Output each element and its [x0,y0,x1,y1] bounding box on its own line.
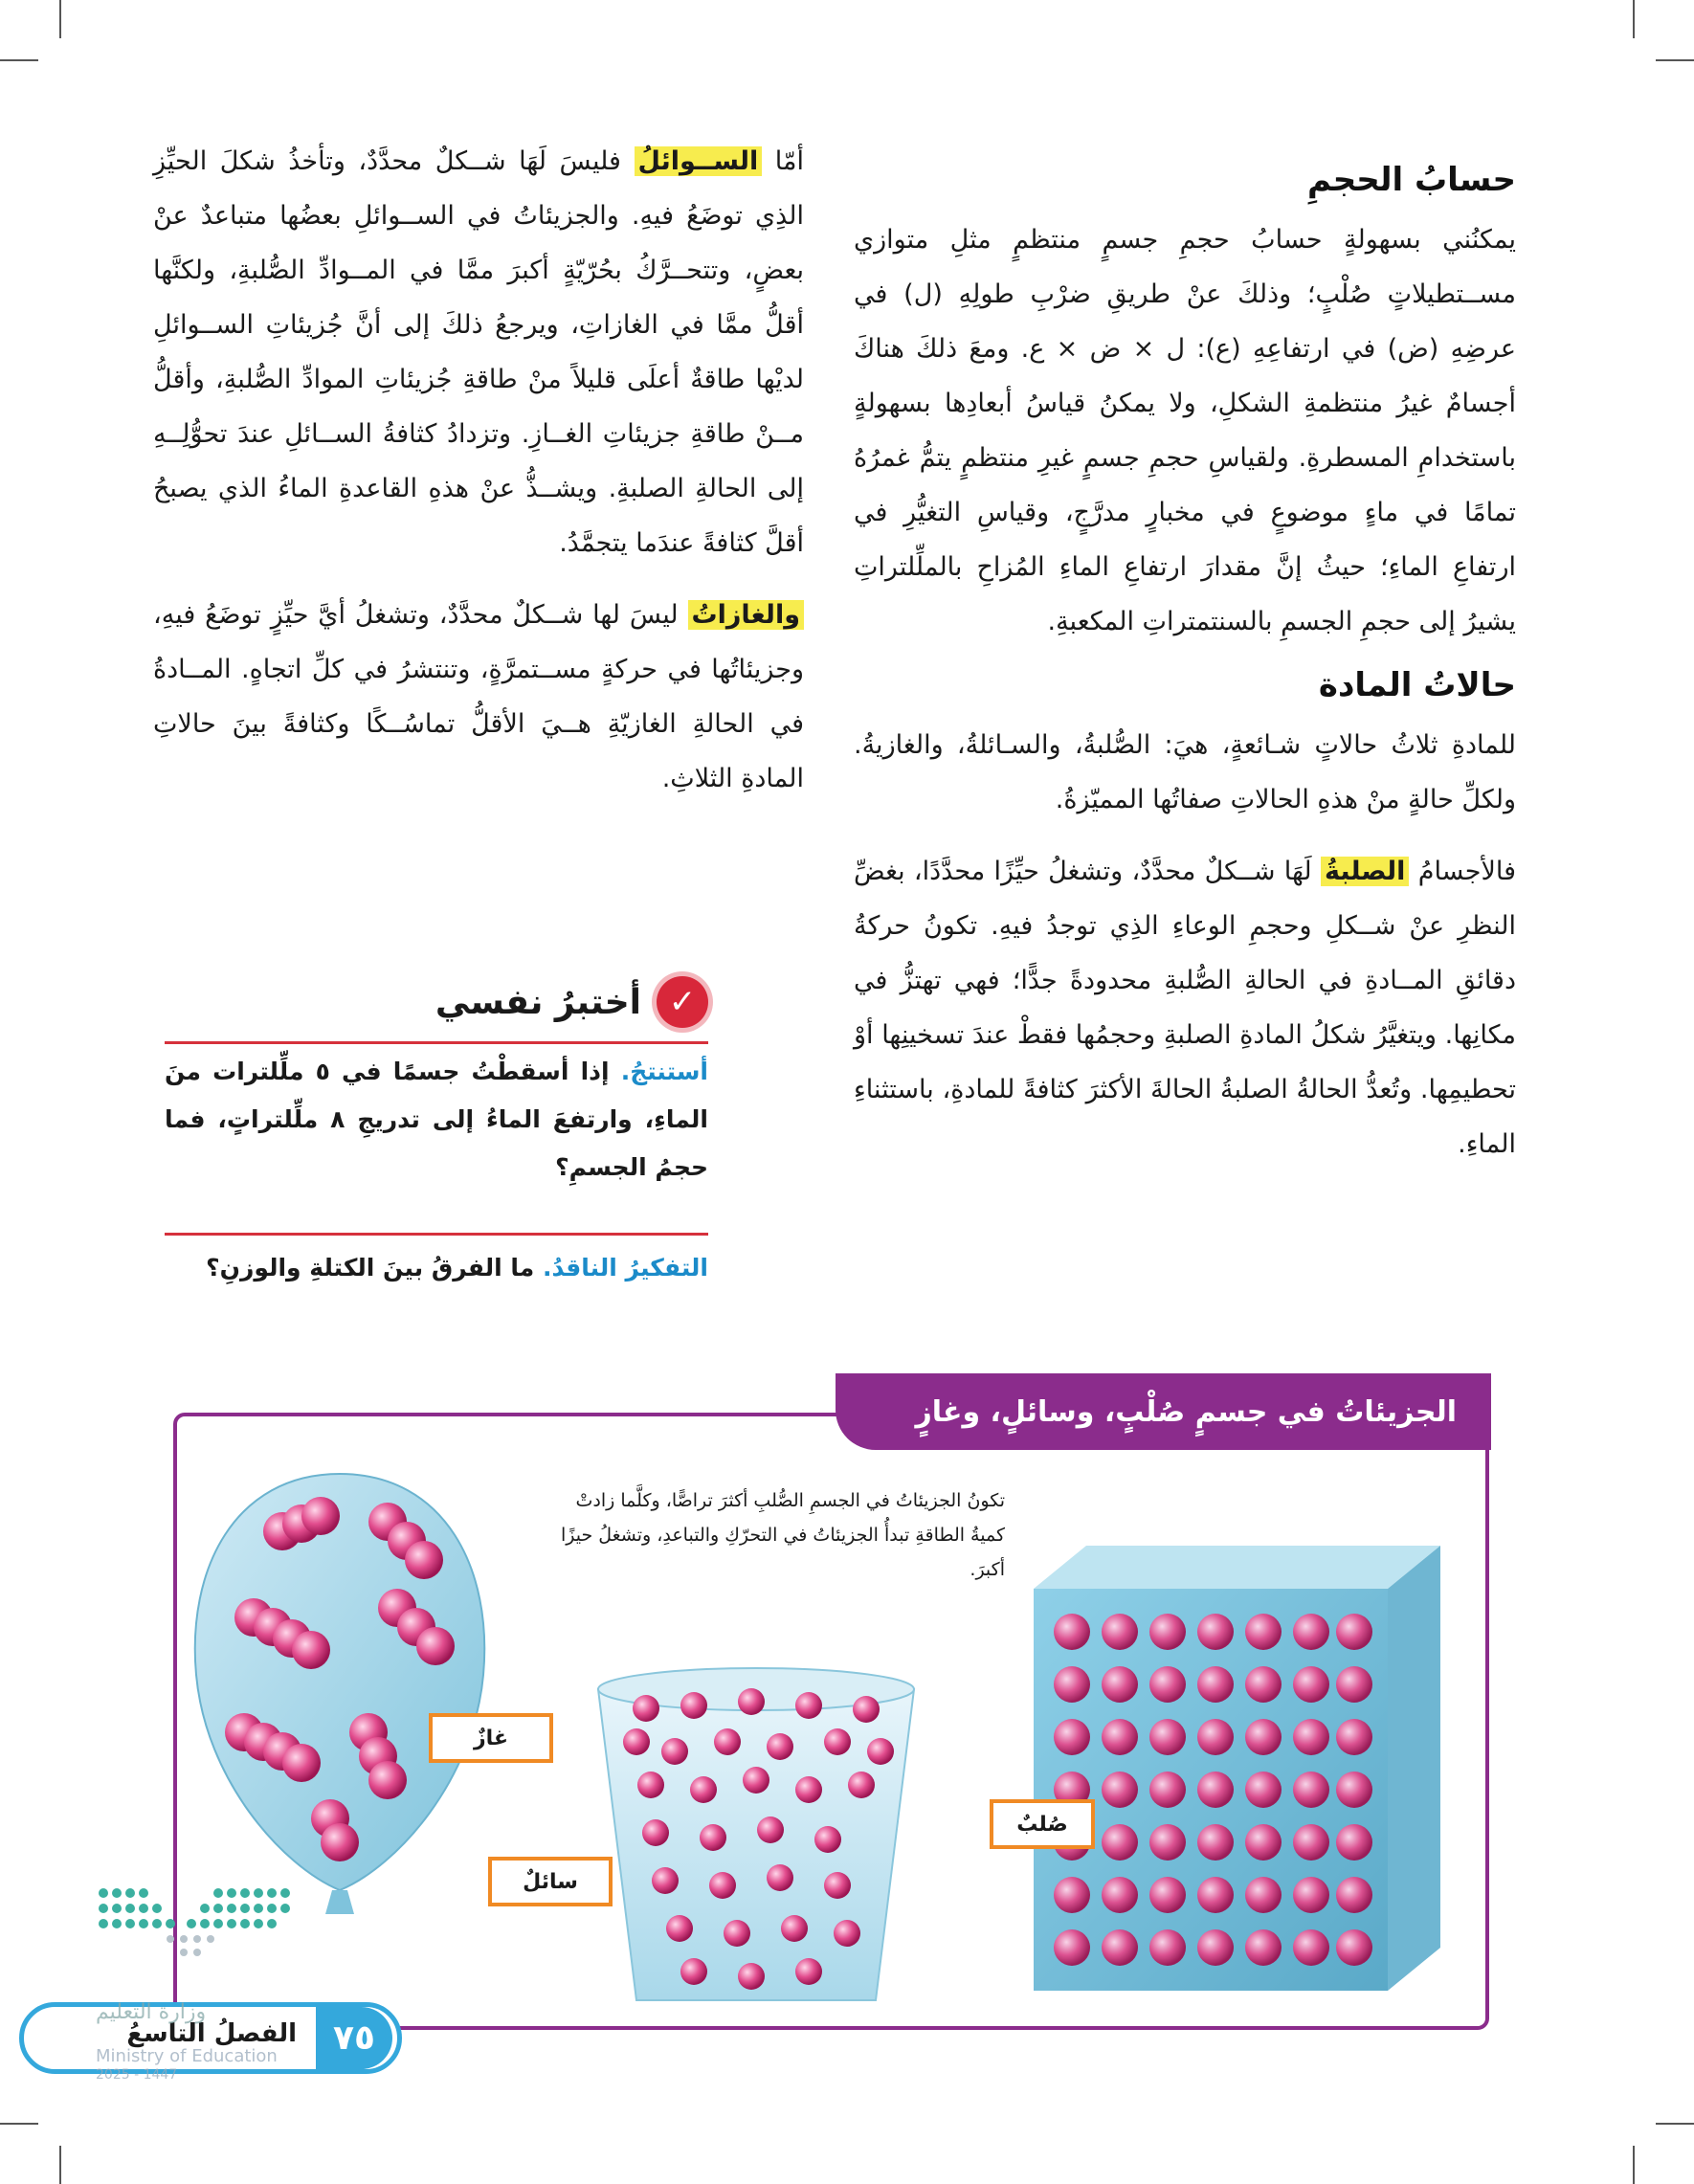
crop-mark [59,2146,61,2184]
label-liquid: سائلٌ [488,1857,613,1906]
question-critical [165,1244,708,1292]
gas-paragraph [153,588,804,806]
solid-text: لَهَا شــكلٌ محدَّدٌ، وتشغلُ حيِّزًا محدَّدًا، بغضِّ النظرِ عنْ شــكلِ وحجمِ الوعاءِ الذِي توجدُ فيهِ. تكونُ حركةُ دقائقِ المــادةِ في الحالةِ الصُّلبةِ محدودةً جدًّا؛ فهي تهتزُّ في مكانِها. ويتغيَّرُ شكلُ المادةِ الصلبةِ وحجمُها فقطْ عندَ تسخينِها أوْ تحطيمِها. وتُعدُّ الحالةُ الصلبةُ الحالةَ الأكثرَ كثافةً للمادةِ، باستثناءِ الماءِ. [854,857,1516,1159]
question-critical-text: ما الفرقُ بينَ الكتلةِ والوزنِ؟ [206,1254,535,1281]
ministry-year: 2025 - 1447 [96,2067,178,2083]
page-number: ٧٥ [316,2007,392,2069]
question-critical-lead: التفكيرُ الناقدُ. [542,1254,708,1281]
check-icon: ✓ [657,976,708,1028]
figure-caption: تكونُ الجزيئاتُ في الجسمِ الصُّلبِ أكثرَ تراصًّا، وكلَّما زادتْ كميةُ الطاقةِ تبدأُ الجزيئاتُ في التحرّكِ والتباعدِ، وتشغلُ حيزًا أكبرَ. [560,1490,1005,1580]
right-column [854,161,1516,1189]
cube-top [1034,1546,1440,1589]
question-infer [165,1048,708,1192]
liquid-paragraph [153,134,804,570]
solid-keyword: الصلبةُ [1321,857,1409,886]
states-paragraph: للمادةِ ثلاثُ حالاتٍ شـائعةٍ، هيَ: الصُّلبةُ، والسـائلةُ، والغازيةُ. ولكلِّ حالةٍ منْ هذهِ الحالاتِ صفاتُها المميّزةُ. [854,730,1516,814]
self-check-title: أختبرُ نفسي [435,982,641,1022]
states-heading: حالاتُ المادة [1318,666,1516,704]
liquid-text: فليسَ لَهَا شــكلٌ محدَّدٌ، وتأخذُ شكلَ الحيِّزِ الذِي توضَعُ فيهِ. والجزيئاتُ في الســوائلِ بعضُها متباعدٌ عنْ بعضٍ، وتتحــرَّكُ بحُرّيّةٍ أكبرَ ممَّا في المــوادِّ الصُّلبةِ، ولكنَّها أقلُّ ممَّا في الغازاتِ، ويرجعُ ذلكَ إلى أنَّ جُزيئاتِ الســوائلِ لديْها طاقةٌ أعلَى قليلاً منْ طاقةِ جُزيئاتِ الموادِّ الصُّلبةِ، وأقلُّ مــنْ طاقةِ جزيئاتِ الغــازِ. وتزدادُ كثافةُ الســائلِ عندَ تحوُّلِــهِ إلى الحالةِ الصلبةِ. ويشــذُّ عنْ هذهِ القاعدةِ الماءُ الذي يصبحُ أقلَّ كثافةً عندَما يتجمَّدُ. [153,146,804,558]
volume-paragraph: يمكنُني بسهولةٍ حسابُ حجمِ جسمٍ منتظمٍ مثلِ متوازي مســتطيلاتٍ صُلْبٍ؛ وذلكَ عنْ طريقِ ضرْبِ طولِهِ (ل) في عرضِهِ (ض) في ارتفاعِهِ (ع): ل × ض × ع. ومعَ ذلكَ هناكَ أجسامٌ غيرُ منتظمةِ الشكلِ، ولا يمكنُ قياسُ أبعادِها بسهولةٍ باستخدامِ المسطرةِ. ولقياسِ حجمِ جسمٍ غيرِ منتظمٍ يتمُّ غمرُهُ تمامًا في ماءٍ موضوعٍ في مخبارٍ مدرَّجٍ، وقياسِ التغيُّرِ في ارتفاعِ الماءِ؛ حيثُ إنَّ مقدارَ ارتفاعِ الماءِ المُزاحِ بالملِّلتراتِ يشيرُ إلى حجمِ الجسمِ بالسنتمتراتِ المكعبةِ. [854,225,1516,636]
liquid-lead: أمّا [774,146,804,176]
label-gas: غازٌ [429,1713,553,1763]
crop-mark [1656,2123,1694,2125]
question-infer-lead: أستنتجُ. [620,1058,708,1085]
ministry-name-en: Ministry of Education [96,2046,278,2066]
gas-keyword: والغازاتُ [688,600,804,630]
liquid-keyword: الســوائلُ [635,146,763,176]
question-infer-text: إذا أسقطْتُ جسمًا في ٥ ملِّلترات منَ الماءِ، وارتفعَ الماءُ إلى تدريجِ ٨ ملِّلتراتٍ، فما حجمُ الجسمِ؟ [165,1058,708,1181]
divider [165,1233,708,1236]
chapter-label: الفصلُ التاسعُ [126,2019,297,2048]
ministry-dots-logo [94,1883,304,1970]
balloon-knot [325,1890,354,1914]
crop-mark [0,59,38,61]
cube-side [1388,1546,1440,1991]
left-column [153,134,804,823]
solid-lead: فالأجسامُ [1417,857,1516,886]
solid-paragraph [854,844,1516,1171]
figure-banner: الجزيئاتُ في جسمٍ صُلْبٍ، وسائلٍ، وغازٍ [836,1373,1491,1450]
ministry-name-ar: وزارة التعليم [96,2000,207,2024]
crop-mark [0,2123,38,2125]
self-check-header [345,969,708,1036]
states-illustration [177,1455,1483,2024]
crop-mark [1633,2146,1635,2184]
volume-heading: حسابُ الحجمِ [1307,161,1516,199]
divider [165,1041,708,1044]
crop-mark [1656,59,1694,61]
crop-mark [59,0,61,38]
label-solid: صُلبٌ [990,1799,1095,1849]
crop-mark [1633,0,1635,38]
gas-text: ليسَ لها شــكلٌ محدَّدٌ، وتشغلُ أيَّ حيِّزٍ توضَعُ فيهِ، وجزيئاتُها في حركةٍ مســتمرَّةٍ، وتنتشرُ في كلِّ اتجاهٍ. المــادةُ في الحالةِ الغازيّةِ هــيَ الأقلُّ تماسُــكًا وكثافةً بينَ حالاتِ المادةِ الثلاثِ. [153,600,804,793]
